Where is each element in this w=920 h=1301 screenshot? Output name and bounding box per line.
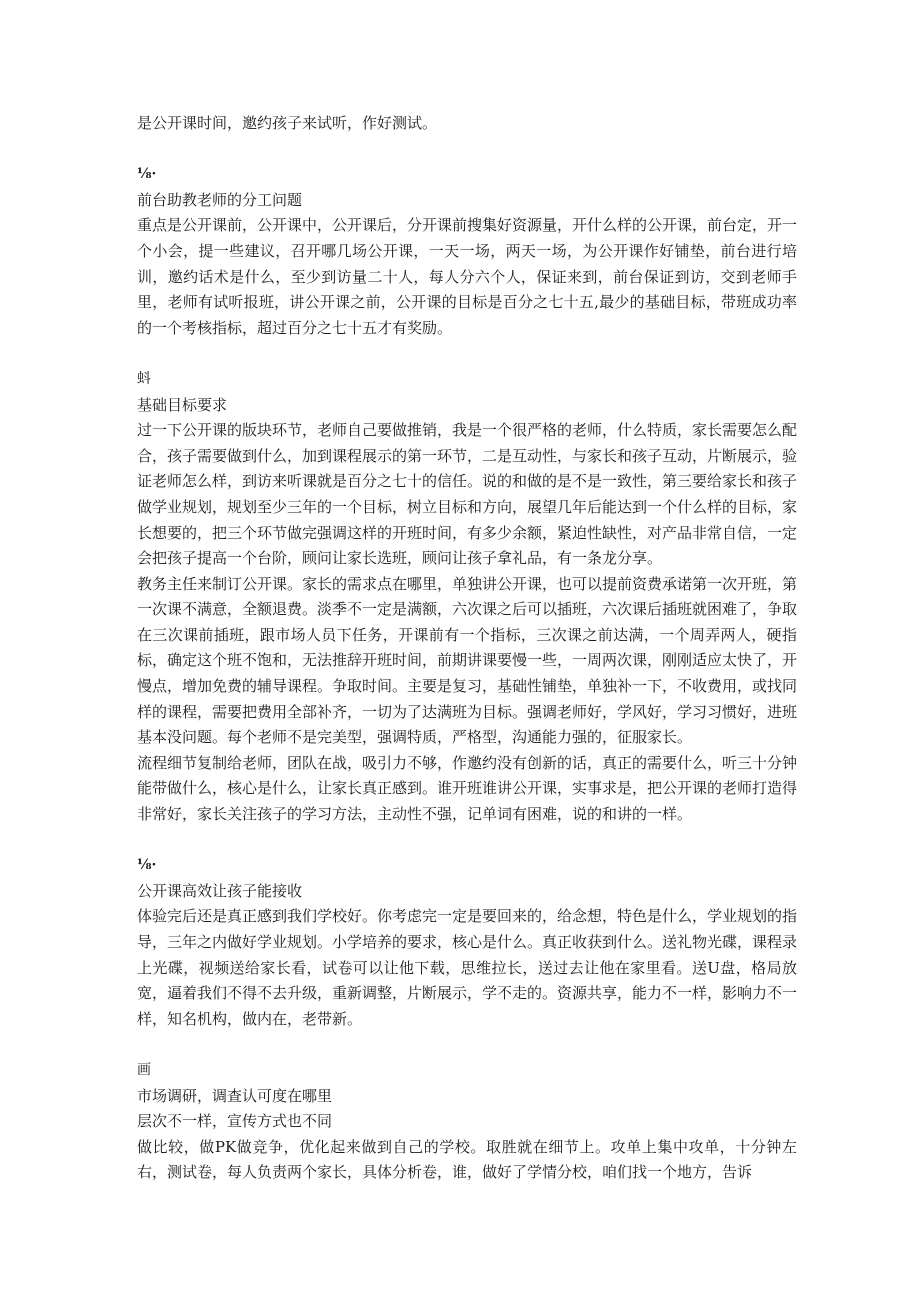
section-marker: 蚪 [137,370,151,387]
section-paragraph: 流程细节复制给老师，团队在战，吸引力不够，作邀约没有创新的话，真正的需要什么，听三十分钟能带做什么，核心是什么，让家长真正感到。谁开班谁讲公开课，实事求是，把公开课的老师打造得非常好，家长关注孩子的学习方法，主动性不强，记单词有困难，说的和讲的一样。 [137,753,798,824]
document-page [137,111,797,1186]
spacer [137,1032,797,1058]
spacer [137,137,797,163]
section-heading: 公开课高效让孩子能接收 [137,881,303,900]
spacer [137,341,797,367]
section-paragraph: 重点是公开课前，公开课中，公开课后，分开课前搜集好资源量，开什么样的公开课，前台定，开一个小会，提一些建议，召开哪几场公开课，一天一场，两天一场，为公开课作好铺垫，前台进行培训，邀约话术是什么，至少到访量二十人，每人分六个人，保证来到，前台保证到访，交到老师手里，老师有试听报班，讲公开课之前，公开课的目标是百分之七十五,最少的基础目标，带班成功率的一个考核指标，超过百分之七十五才有奖励。 [137,216,798,337]
section-marker: 画 [137,1061,151,1078]
section-marker: ⅛· [137,857,157,874]
section-marker: ⅛· [137,166,157,183]
section-3 [137,853,797,1032]
section-heading: 前台助教老师的分工问题 [137,190,303,209]
section-1 [137,162,797,341]
section-paragraph: 体验完后还是真正感到我们学校好。你考虑完一定是要回来的，给念想，特色是什么，学业规划的指导，三年之内做好学业规划。小学培养的要求，核心是什么。真正收获到什么。送礼物光碟，课程录上光碟，视频送给家长看，试卷可以让他下载，思维拉长，送过去让他在家里看。送U盘，格局放宽，逼着我们不得不去升级，重新调整，片断展示，学不走的。资源共享，能力不一样，影响力不一样，知名机构，做内在，老带新。 [137,907,798,1028]
section-paragraph: 做比较，做PK做竞争，优化起来做到自己的学校。取胜就在细节上。攻单上集中攻单，十分钟左右，测试卷，每人负责两个家长，具体分析卷，谁，做好了学情分校，咱们找一个地方，告诉 [137,1137,797,1182]
section-paragraph: 教务主任来制订公开课。家长的需求点在哪里，单独讲公开课，也可以提前资费承诺第一次开班，第一次课不满意，全额退费。淡季不一定是满额，六次课之后可以插班，六次课后插班就困难了，争取在三次课前插班，跟市场人员下任务，开课前有一个指标，三次课之前达满，一个周弄两人，硬指标，确定这个班不饱和，无法推辞开班时间，前期讲课要慢一些，一周两次课，刚刚适应太快了，开慢点，增加免费的辅导课程。争取时间。主要是复习，基础性铺垫，单独补一下，不收费用，或找同样的课程，需要把费用全部补齐，一切为了达满班为目标。强调老师好，学风好，学习习惯好，进班基本没问题。每个老师不是完美型，强调特质，严格型，沟通能力强的，征服家长。 [137,574,798,747]
section-4 [137,1058,797,1186]
section-paragraph: 过一下公开课的版块环节，老师自己要做推销，我是一个很严格的老师，什么特质，家长需要怎么配合，孩子需要做到什么，加到课程展示的第一环节，二是互动性，与家长和孩子互动，片断展示，验证老师怎么样，到访来听课就是百分之七十的信任。说的和做的是不是一致性，第三要给家长和孩子做学业规划，规划至少三年的一个目标，树立目标和方向，展望几年后能达到一个什么样的目标，家长想要的，把三个环节做完强调这样的开班时间，有多少余额，紧迫性缺性，对产品非常自信，一定会把孩子提高一个台阶，顾问让家长选班，顾问让孩子拿礼品，有一条龙分享。 [137,421,798,568]
section-heading: 基础目标要求 [137,395,228,414]
section-paragraph: 层次不一样，宣传方式也不同 [137,1112,333,1131]
spacer [137,828,797,854]
intro-paragraph: 是公开课时间，邀约孩子来试听，作好测试。 [137,114,438,132]
section-heading: 市场调研，调查认可度在哪里 [137,1086,333,1105]
section-2 [137,367,797,828]
